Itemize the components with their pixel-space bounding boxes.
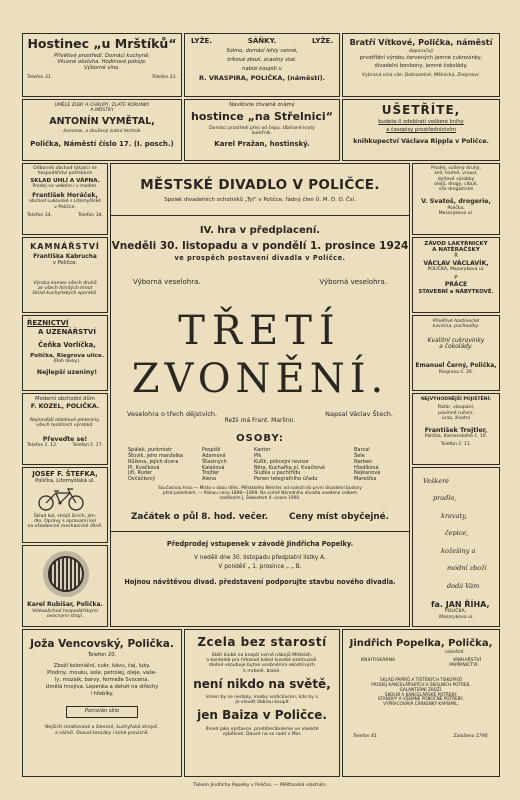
ad-vymetal-name: ANTONÍN VYMĚTAL, xyxy=(49,115,155,127)
ad-trojtler xyxy=(412,393,500,465)
ad-popelka-line2: KNIHAŘSTVÍ xyxy=(453,657,481,663)
ad-stefka-line4: na všeobecné mechanické dílně. xyxy=(27,524,103,530)
ad-baiza-line6: je vloudt dobrou koupit xyxy=(235,700,289,705)
play-author: Napsal Václav Štech. xyxy=(325,409,393,418)
ad-reznictvi-t1: ŘEZNICTVÍ xyxy=(27,319,69,327)
ad-mrstik xyxy=(22,33,182,97)
ad-cerny-line4: a čokolády. xyxy=(439,343,473,351)
ad-vencovsky-line5: i hřebíky. xyxy=(90,690,114,697)
ad-rubisar-line2: ovocnými stroji. xyxy=(46,614,84,620)
theatre-title: MĚSTSKÉ DIVADLO V POLIČCE. xyxy=(140,177,380,193)
ad-baiza xyxy=(184,629,340,777)
cast-item: Marešíka xyxy=(354,476,377,482)
ad-trojtler-name: František Trojtler, xyxy=(424,427,488,435)
ad-vaclavik xyxy=(412,237,500,313)
ad-horacek-tel: Telefon 34. xyxy=(27,212,53,218)
bicycle-icon xyxy=(30,488,100,512)
ad-baiza-line2: a kanteleb pro hřezové kabel kusebé ezetnuzně. xyxy=(206,658,318,664)
genre-right: Výborná veselohra. xyxy=(319,277,387,286)
ad-popelka-year: Založeno 1790. xyxy=(453,734,489,740)
ticket-prices: Ceny míst obyčejné. xyxy=(288,511,389,522)
ad-trojtler-line4: úraz, životní xyxy=(441,415,471,421)
cast-item: Jiří, Ruder xyxy=(128,470,153,477)
ad-stefka-line1: Polička, Litomyšlská ul. xyxy=(35,477,95,484)
ad-horacek-tel2: Telefon 34. xyxy=(77,212,103,218)
ad-popelka-line5: PRODEJ KANCELÁŘSKÝCH A ŠKOLNÍCH POTŘEB, xyxy=(371,681,471,687)
ad-svatos-line5: vše drogistické xyxy=(438,187,474,193)
ad-popelka-title: Jindřich Popelka, Polička, xyxy=(349,638,493,649)
ad-riha-line5: kožešiny a xyxy=(441,546,476,555)
presale-line: Předprodej vstupenek v závodě Jindřicha Popelky. xyxy=(166,539,354,548)
ad-vitek-line3: divadelní bonbony, jemné čokolády. xyxy=(374,63,468,70)
cast-item: Nejkanová xyxy=(354,470,381,477)
ad-horacek xyxy=(22,163,108,235)
ad-mrstik-tel2: Telefon 23. xyxy=(151,75,177,81)
ad-baiza-line8: výbělcoé, Dausé na sa rodé v Mar. xyxy=(222,732,302,738)
ad-svatos-line3: dyňové výrobky xyxy=(437,176,475,182)
ad-reznictvi-line2: (Roh lávky). xyxy=(53,359,81,365)
ad-cerny-line5: Riegrovo č. 26. xyxy=(438,370,474,376)
ad-lyze-line2: trikové zbozí, zcastny stat. xyxy=(227,56,297,63)
cast-item: Pl. Kvačková xyxy=(128,464,160,471)
ad-vymetal-line3: konceas, a zkušený zubní technik xyxy=(63,129,141,135)
cast-item: Služka u pachtřidu xyxy=(254,470,301,477)
ad-kamnarstvi-line1: Výroba kamen všech druhů xyxy=(33,280,97,286)
ad-kamnarstvi xyxy=(22,237,108,313)
ad-popelka-line8: STANOVY A VŠEMNÉ POBOČNÉ POTŘEBY, xyxy=(377,696,465,702)
cast-col-actors2 xyxy=(354,448,392,483)
ad-lyze-h2: SÁŇKY. xyxy=(247,37,277,45)
ad-cerny xyxy=(412,315,500,391)
ad-reznictvi-line3: Nejlepší uzeniny! xyxy=(36,369,98,377)
presale-b: V pondělí „ 1. prosince „ „ B. xyxy=(218,563,302,570)
ad-stefka-line2: Sklad kol, strojů šicích, jím- xyxy=(33,513,97,519)
ad-riha-line9: Masarykova ul. xyxy=(439,614,474,620)
ad-strelnice-line2: Domácí prostředí přes od čepu. Ubíhané krytý xyxy=(209,125,315,131)
genre-left: Výborná veselohra. xyxy=(133,277,201,286)
play-title-line2: ZVONĚNÍ. xyxy=(131,355,389,402)
ad-strelnice-line3: kulečník. xyxy=(251,130,273,136)
ad-cerny-name: Emanuel Černý, Polička, xyxy=(415,362,497,370)
ad-reznictvi-line1: Polička, Riegrova ulice. xyxy=(30,352,104,359)
note-line1: Současnou hrou — Místo v obou dílec. Městského Nekrtec od nalezti do první divadelní budovy xyxy=(158,485,362,491)
ad-vaclavik-line2: A NATĚRAČSKÝ xyxy=(432,247,480,254)
ad-svatos-line2: zelí, hodně, vroucí, xyxy=(434,171,478,177)
ad-popelka-line7: ŠKOLNÍ A KANCELÁŘSKÉ POTŘEBY. xyxy=(384,691,458,697)
ad-mrstik-line3: Výborné víno. xyxy=(84,65,120,72)
ad-popelka-line6: GALANTERNÍ ZBOŽÍ. xyxy=(399,686,443,692)
cast-item: Kuťík, policejní revisor xyxy=(254,458,310,465)
ad-mrstik-title: Hostinec „u Mrštíků“ xyxy=(27,36,177,51)
cast-col-roles1 xyxy=(128,448,194,483)
ad-vaclavik-line6: PRÁCE xyxy=(444,281,468,289)
ad-trojtler-line3: povinné ručení, xyxy=(438,410,474,416)
ad-kozel-line4: Převeďte se! xyxy=(42,435,88,443)
main-poster xyxy=(110,163,410,627)
ad-vencovsky-line7: a nářečí. Dosud kancáky i kohé provizně. xyxy=(54,731,150,737)
printer-footer: Tiskem Jindřicha Popelky v Poličce. — Měšťanská vlastním. xyxy=(192,783,328,788)
ad-svatos xyxy=(412,163,500,235)
ad-riha-name: fa. JAN ŘÍHA, xyxy=(431,600,490,610)
ad-popelka-line4: SKLAD PAPÍRŮ A TIŠTĚNÝCH TISKOPISŮ xyxy=(380,677,462,683)
ad-strelnice-owner: Karel Pražan, hostinský. xyxy=(214,140,310,149)
ad-kozel xyxy=(22,393,108,465)
cast-item: Šťastných xyxy=(202,458,227,465)
ad-kamnarstvi-sub: v Poličce. xyxy=(52,259,78,266)
ad-lyze-line3: nabízí koupiti u xyxy=(242,65,282,72)
ad-popelka-line1: KNIHTISKÁRNA xyxy=(361,657,396,663)
ad-vencovsky-line3: ly, mozaik, barvy, fermeže Svocena. xyxy=(54,676,150,683)
ad-baiza-title2: není nikdo na světě, xyxy=(193,676,331,691)
ad-trojtler-line2: Požár, vloupání, xyxy=(437,405,475,411)
ad-vencovsky-tel: Telefon 20. xyxy=(87,652,117,659)
ad-kozel-line3: všech textilních výrobků. xyxy=(36,423,94,429)
ad-vymetal xyxy=(22,99,182,161)
ad-svatos-line7: Masarykova ul. xyxy=(438,210,474,216)
ad-vitek-title: Bratří Vítkové, Polička, náměstí xyxy=(349,38,493,47)
ad-baiza-line3: dodné vkoubuje bytné ucebnémni ekostrivých xyxy=(208,663,316,669)
play-date: Vneděli 30. listopadu a v pondělí 1. prosince 1924 xyxy=(111,240,409,253)
cast-item: Narben xyxy=(354,458,373,465)
ad-popelka xyxy=(342,629,500,777)
ad-lyze-h1: LYŽE. xyxy=(191,37,212,45)
ad-vitek xyxy=(342,33,500,97)
ad-strelnice-name: hostince „na Střelnici“ xyxy=(191,109,333,123)
ad-riha xyxy=(412,467,500,627)
ad-stefka-line3: dle. Opravy s opravami kol xyxy=(34,519,96,525)
ad-usetrite-line3: knihkupectví Václava Rippla v Poličce. xyxy=(353,137,489,145)
ad-horacek-line6: v Poličce. xyxy=(54,204,76,210)
ad-vymetal-line2: A MŮSTKY xyxy=(90,108,114,114)
ad-stefka-name: JOSEF F. ŠTEFKA, xyxy=(32,470,98,478)
ad-vymetal-addr: Polička, Náměstí číslo 17. (I. posch.) xyxy=(30,139,174,148)
play-title-line1: TŘETÍ xyxy=(178,307,342,354)
ad-riha-line2: pradlo, xyxy=(433,494,457,503)
ad-kamnarstvi-line2: ze všech hlinitých hmot xyxy=(37,286,93,292)
ad-svatos-line1: Prodej, sušený druhý, xyxy=(431,166,481,171)
cast-list xyxy=(111,448,409,483)
ad-popelka-line9: VYPRACOVÁVÁ CÁRKENKY KAPSIMIL. xyxy=(383,701,459,707)
ad-kozel-line2: Nejnovější oblekové pleteniny, xyxy=(29,418,101,424)
cast-item: Hladíková xyxy=(354,464,379,471)
ad-riha-line7: dodá Vám xyxy=(447,581,480,590)
ad-horacek-line4: Prodej ve velkém i v malém. xyxy=(32,183,98,189)
porcelain-label: Porcelán sklo xyxy=(84,707,120,714)
note-line3: nadšením J. Šebestem 4. února 1900. xyxy=(219,495,301,501)
ad-popelka-sub: náměstí. xyxy=(445,649,465,655)
support-line: Hojnou návštěvou divad. představení podporujte stavbu nového divadla. xyxy=(124,578,396,587)
cast-item: Růžena, jejich dcera xyxy=(128,458,179,465)
cast-item: Panen telegrafního úřadu xyxy=(254,476,318,482)
cast-item: Kantor xyxy=(254,447,271,454)
ad-trojtler-line5: Polička, Komenského č. 10. xyxy=(424,434,488,440)
ad-vencovsky xyxy=(22,629,182,777)
ad-kozel-tel2: Telefon č. 17. xyxy=(72,442,103,448)
seal-logo xyxy=(43,551,89,597)
ad-mrstik-line2: Vkusné obsluha. Hodinové pokoje. xyxy=(57,59,147,66)
cast-item: Adamová xyxy=(202,453,226,459)
ad-reznictvi xyxy=(22,315,108,391)
ad-kozel-line1: Moderní obchodní dům xyxy=(35,396,95,402)
ad-baiza-title3: jen Baiza v Poličce. xyxy=(197,708,327,723)
cast-item: Šťovík, jeho manželka xyxy=(128,453,183,459)
ad-rubisar-line1: Velkoobchod hospodářskými xyxy=(32,608,98,614)
ad-usetrite-line1: budete-li odebírati veškeré knihy xyxy=(378,118,464,125)
ad-rubisar xyxy=(22,545,108,627)
cast-item: Plk xyxy=(254,453,262,459)
ad-kamnarstvi-name: Františka Kabrucha xyxy=(33,254,97,261)
ad-baiza-line5: kmen by se nedaliy, kneby vodící/ucen, kdo by s xyxy=(206,694,318,700)
ad-vencovsky-line2: Plodiny, mouku, sole, petrolej, oleje, vaše- xyxy=(47,670,157,676)
cast-item: Barcal xyxy=(354,447,370,454)
ad-baiza-line1: Stáří klubk na knoptí vorné nábojů Mittelah. xyxy=(211,652,313,658)
ad-strelnice-line1: Navštivte chvalně známý xyxy=(229,102,295,108)
ad-vaclavik-line4: POLIČKA, Masarykova ul. xyxy=(427,266,485,272)
cast-item: Ovčáčkový xyxy=(128,476,156,482)
ad-rubisar-name: Karel Rubišar, Polička. xyxy=(27,601,103,608)
ad-vencovsky-line4: Umělá hnojiva. Lepenka a dehet na střechy xyxy=(45,683,159,690)
ad-cerny-line1: Přívětivé hostinecké xyxy=(432,319,480,324)
ad-kozel-name: F. KOZEL, POLIČKA. xyxy=(30,402,100,410)
ad-lyze-h3: LYŽE. xyxy=(312,37,333,45)
ad-mrstik-tel: Telefon 31. xyxy=(27,75,53,81)
cast-col-roles2 xyxy=(254,448,346,483)
cast-heading: OSOBY: xyxy=(236,432,284,444)
ad-kamnarstvi-line3: Sklad kuchyňských sporáků. xyxy=(32,291,98,297)
ad-mrstik-line1: Přívětivé prostředí. Domácí kuchyně. xyxy=(53,53,150,60)
ad-strelnice xyxy=(184,99,340,161)
ad-horacek-line2: hospodářství potřebami xyxy=(37,171,93,177)
ad-horacek-name: František Horáček, xyxy=(32,192,98,200)
ad-riha-line3: kravaty, xyxy=(441,511,467,520)
ad-horacek-line3: SKLAD UHLÍ A VÁPNA. xyxy=(30,177,100,184)
ad-baiza-title: Zcela bez starostí xyxy=(197,635,327,649)
cast-item: Trojtler xyxy=(202,470,220,477)
porcelain-box xyxy=(66,706,138,718)
ad-vencovsky-line6: Nejširší smaltované a železné, kuchyňské stroječ. xyxy=(45,724,159,730)
play-number: IV. hra v předplacení. xyxy=(199,224,321,236)
ad-vitek-line1: doporučují xyxy=(408,49,434,55)
ad-reznictvi-t2: A UZENÁŘSTVÍ xyxy=(38,328,96,337)
ad-trojtler-line1: NEJVÝHODNĚJŠÍ POJIŠTĚNÍ: xyxy=(420,397,492,402)
benefit-line: ve prospěch postavení divadla v Poličce. xyxy=(174,254,346,263)
ad-baiza-line7: Ihned jako výstavce. preddrecibuleme ve vloekté xyxy=(205,727,319,733)
ad-vencovsky-title: Joža Vencovský, Polička. xyxy=(30,638,174,650)
ad-riha-line1: Veškeré xyxy=(423,477,450,485)
ad-usetrite xyxy=(342,99,500,161)
ad-vaclavik-name: VÁCLAV VÁCLAVÍK, xyxy=(423,259,489,267)
ad-riha-line4: čepice, xyxy=(445,529,469,538)
start-time: Začátek o půl 8. hod. večer. xyxy=(131,511,269,522)
ad-horacek-line1: Odborník obchod týkající se xyxy=(33,166,97,171)
play-director: Režii má Frant. Marlinn. xyxy=(224,416,296,424)
ad-vaclavik-line1: ZÁVOD LAKÝRNICKÝ xyxy=(424,241,488,247)
ad-lyze-name: R. VRASPIRA, POLIČKA, (náměstí). xyxy=(198,73,326,82)
ad-vaclavik-line5: P xyxy=(454,275,458,282)
cast-item: Pospíšil xyxy=(202,447,221,454)
ad-usetrite-line2: a časopisy prostřednictvím xyxy=(386,126,456,133)
theatre-subtitle: Spolek divadelních ochotníků „Tyl“ v Poličce, řádný člen Ú. M. D. O. Čsl. xyxy=(164,196,356,203)
ad-horacek-line5: obchod Lukovské s Litomyšlské xyxy=(29,199,101,205)
ad-kozel-tel: Telefon č. 12. xyxy=(27,442,58,448)
ad-vitek-line2: prvotřídní výrobu červených jemné cukrovinky, xyxy=(359,55,483,62)
ad-popelka-tel: Telefon 41. xyxy=(353,734,379,740)
ad-riha-line8: POLIČKA, xyxy=(445,609,467,615)
ad-reznictvi-name: Čeňka Vorlíčka, xyxy=(38,341,96,350)
ad-vymetal-line1: UMĚLÉ ZUBY A CHRUPY, ZLATÉ KORUNKY xyxy=(54,103,150,108)
ad-riha-line6: módní zboží xyxy=(447,564,487,573)
ad-vaclavik-line7: STAVEBNÍ a NÁBYTKOVÉ. xyxy=(418,289,494,296)
ad-svatos-name: V. Svatoš, drogerie, xyxy=(421,198,491,206)
ad-svatos-line6: Polička, xyxy=(447,205,465,211)
cast-item: Spálek, purkmistr xyxy=(128,447,173,454)
ad-baiza-line4: k mrbolé. blané. xyxy=(243,668,281,674)
ad-vitek-line4: Vybraná vína vše. Dobrozelné, Mělnická, Znojmoví. xyxy=(362,73,480,79)
cast-item: Alena xyxy=(202,476,217,482)
ad-cerny-line2: kavárna, pochoutky. xyxy=(432,324,480,330)
ad-popelka-line3: PAPÍRNICTVÍ. xyxy=(449,662,479,668)
ad-lyze xyxy=(184,33,340,97)
ad-trojtler-tel: Telefon č. 11. xyxy=(440,441,472,447)
cast-col-actors1 xyxy=(202,448,246,483)
ad-kamnarstvi-title: KAMNÁŘSTVÍ xyxy=(30,242,100,251)
ad-vaclavik-line3: Ř xyxy=(454,252,458,259)
play-genre: Veselohra o třech dějstvích. xyxy=(127,409,218,418)
cast-item: Kalašová xyxy=(202,464,225,471)
ad-svatos-line4: olejů, drogy, cibuli, xyxy=(434,181,478,187)
ad-vencovsky-line1: Zboží koloniální, cukr, kávu, čaj, luky. xyxy=(53,663,151,670)
ad-usetrite-title: UŠETŘÍTE, xyxy=(381,103,461,117)
ad-cerny-line3: Kvalitní cukrovinky xyxy=(427,336,485,344)
note-line2: před poledném. — Polovu cena 1898—1899. Na scéně Národního divadla uvedeno celkem xyxy=(162,490,358,496)
ad-stefka xyxy=(22,467,108,543)
cast-item: Šele xyxy=(354,453,365,459)
ad-lyze-line1: Solmo, domácí lehly cenné, xyxy=(226,48,298,54)
cast-item: Běta, Kuchařka pí. Kvačkové xyxy=(254,464,326,471)
presale-a: V neděli dne 30. listopadu předplatní lístky A. xyxy=(194,555,326,562)
